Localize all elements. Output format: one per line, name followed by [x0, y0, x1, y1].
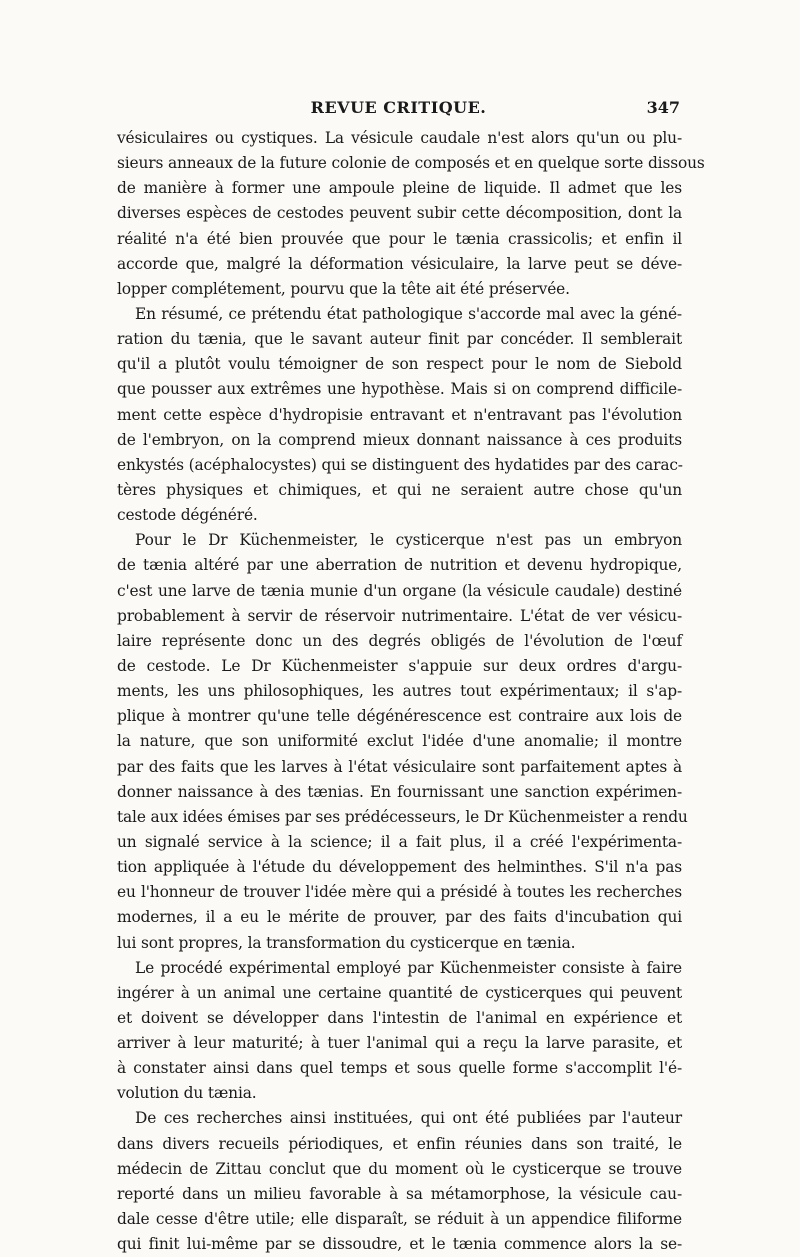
text-line: à constater ainsi dans quel temps et sous quelle forme s'accomplit l'é- — [117, 1059, 682, 1078]
text-line: de tænia altéré par une aberration de nutrition et devenu hydropique, — [117, 556, 682, 575]
text-line: de manière à former une ampoule pleine de liquide. Il admet que les — [117, 179, 682, 198]
text-line: accorde que, malgré la déformation vésiculaire, la larve peut se déve- — [117, 254, 682, 273]
text-line: la nature, que son uniformité exclut l'idée d'une anomalie; il montre — [117, 732, 682, 751]
text-line: tion appliquée à l'étude du développement des helminthes. S'il n'a pas — [117, 858, 682, 877]
text-line: enkystés (acéphalocystes) qui se distinguent des hydatides par des carac- — [117, 455, 683, 474]
text-line: ration du tænia, que le savant auteur finit par concéder. Il semblerait — [117, 330, 682, 349]
text-line: probablement à servir de réservoir nutrimentaire. L'état de ver vésicu- — [117, 606, 682, 625]
text-line: volution du tænia. — [117, 1084, 257, 1103]
text-line: qu'il a plutôt voulu témoigner de son respect pour le nom de Siebold — [117, 355, 682, 374]
text-line: sieurs anneaux de la future colonie de composés et en quelque sorte dissous — [117, 154, 705, 173]
text-line: qui finit lui-même par se dissoudre, et le tænia commence alors la se- — [117, 1235, 682, 1254]
text-line: par des faits que les larves à l'état vésiculaire sont parfaitement aptes à — [117, 757, 682, 776]
text-line: laire représente donc un des degrés obligés de l'évolution de l'œuf — [117, 631, 682, 650]
text-line: de l'embryon, on la comprend mieux donnant naissance à ces produits — [117, 430, 682, 449]
text-line: cestode dégénéré. — [117, 506, 258, 525]
text-line: et doivent se développer dans l'intestin de l'animal en expérience et — [117, 1008, 682, 1027]
text-line: Pour le Dr Küchenmeister, le cysticerque n'est pas un embryon — [135, 531, 682, 550]
text-line: vésiculaires ou cystiques. La vésicule caudale n'est alors qu'un ou plu- — [117, 129, 682, 147]
text-line: plique à montrer qu'une telle dégénérescence est contraire aux lois de — [117, 707, 682, 726]
page-number: 347 — [646, 98, 680, 117]
text-line: reporté dans un milieu favorable à sa métamorphose, la vésicule cau- — [117, 1184, 682, 1203]
text-line: ingérer à un animal une certaine quantité de cysticerques qui peuvent — [117, 983, 682, 1002]
text-line: médecin de Zittau conclut que du moment où le cysticerque se trouve — [117, 1159, 682, 1178]
text-line: lui sont propres, la transformation du cysticerque en tænia. — [117, 933, 576, 952]
text-line: de cestode. Le Dr Küchenmeister s'appuie sur deux ordres d'argu- — [117, 656, 682, 675]
running-title: REVUE CRITIQUE. — [310, 98, 487, 117]
running-head — [117, 98, 680, 122]
text-line: arriver à leur maturité; à tuer l'animal qui a reçu la larve parasite, et — [117, 1034, 682, 1053]
text-line: lopper complétement, pourvu que la tête ait été préservée. — [117, 279, 570, 298]
text-line: réalité n'a été bien prouvée que pour le tænia crassicolis; et enfin il — [117, 229, 682, 248]
text-line: modernes, il a eu le mérite de prouver, par des faits d'incubation qui — [117, 908, 682, 927]
text-line: De ces recherches ainsi instituées, qui ont été publiées par l'auteur — [135, 1109, 682, 1128]
text-line: donner naissance à des tænias. En fournissant une sanction expérimen- — [117, 782, 682, 801]
text-line: dale cesse d'être utile; elle disparaît, se réduit à un appendice filiforme — [117, 1210, 682, 1229]
text-line: tères physiques et chimiques, et qui ne seraient autre chose qu'un — [117, 480, 682, 499]
text-line: dans divers recueils périodiques, et enfin réunies dans son traité, le — [117, 1134, 682, 1153]
text-line: eu l'honneur de trouver l'idée mère qui a présidé à toutes les recherches — [117, 883, 682, 902]
text-line: un signalé service à la science; il a fait plus, il a créé l'expérimenta- — [117, 832, 682, 851]
text-line: tale aux idées émises par ses prédécesseurs, le Dr Küchenmeister a rendu — [117, 807, 688, 826]
text-line: En résumé, ce prétendu état pathologique s'accorde mal avec la géné- — [135, 304, 682, 323]
text-line: Le procédé expérimental employé par Küchenmeister consiste à faire — [135, 958, 682, 977]
text-line: que pousser aux extrêmes une hypothèse. Mais si on comprend difficile- — [117, 380, 682, 399]
text-line: diverses espèces de cestodes peuvent subir cette décomposition, dont la — [117, 204, 682, 223]
body-text — [117, 126, 705, 1257]
text-line: ment cette espèce d'hydropisie entravant et n'entravant pas l'évolution — [117, 405, 682, 424]
text-line: ments, les uns philosophiques, les autres tout expérimentaux; il s'ap- — [117, 682, 682, 701]
text-line: c'est une larve de tænia munie d'un organe (la vésicule caudale) destiné — [117, 581, 682, 600]
